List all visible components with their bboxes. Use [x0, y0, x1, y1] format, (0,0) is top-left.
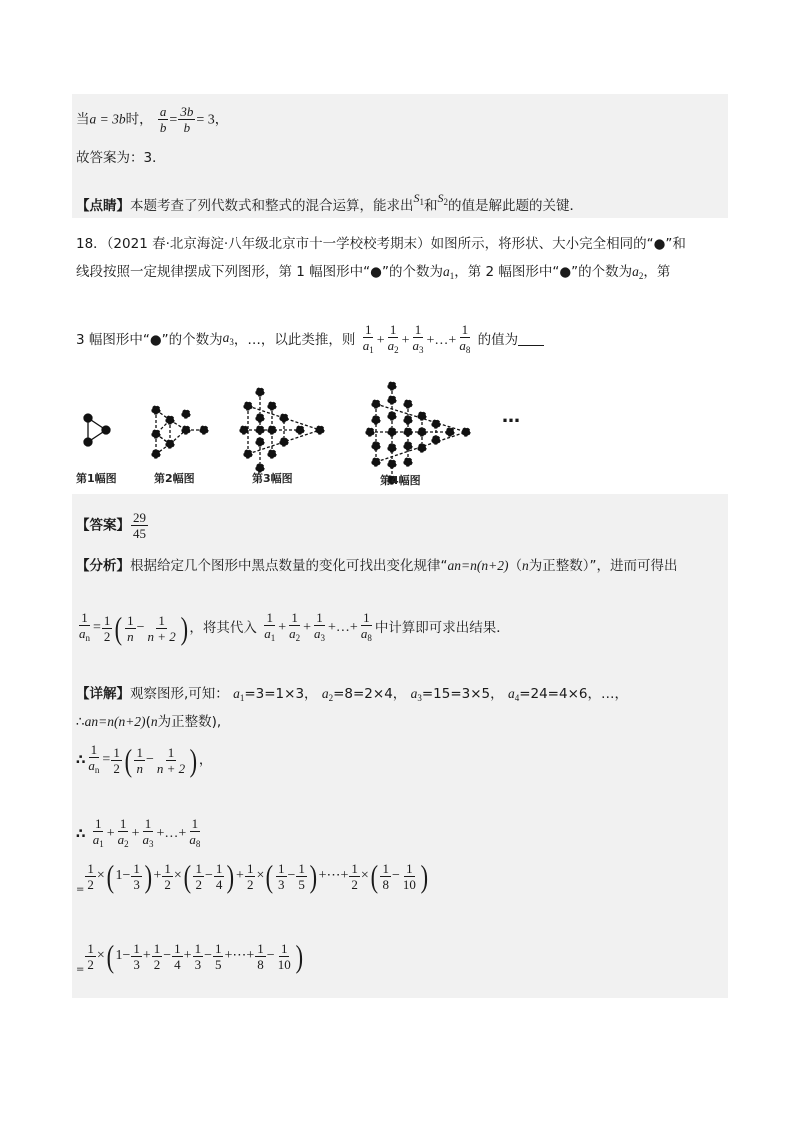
figure-4-dots	[366, 382, 470, 484]
condition-line: 当a = 3b时， $\frac{a}{b}$ = $\frac{3b}{b}$ = 3，	[76, 104, 229, 135]
answer-block: 【答案】 $\frac{29}{45}$	[76, 510, 146, 541]
detail-line-5: $_=$ $\frac{1}{2}$ ×( 1− $\frac{1}{3}$ ) + $\frac{1}{2}$ ×( $\frac{1}{2}$ − $\frac{1}{4}$ ) + $\frac{1}{2}$ ×( $\frac{1}{3}$ − $\frac{1}{5}$ ) +⋯+ $\frac{1}{2}$ ×( $\frac{1}{8}$ − $\frac{1}{10}$ )	[76, 858, 428, 895]
detail-line-2: ∴an=n(n+2)(n为正整数),	[76, 714, 222, 730]
figure-1-caption: 第1幅图	[76, 472, 117, 485]
analysis-line-2: $\frac{1}{a_n}$ = $\frac{1}{2}$ ( $\frac{1}{n}$ − $\frac{1}{n + 2}$ ) ，将其代入 $\frac{1}{a_1}$ + $\frac{1}{a_2}$ + $\frac{1}{a_3}$ +…+ $\frac{1}{a_8}$ 中计算即可求出结果．	[79, 610, 510, 646]
dot-pattern-figures	[70, 376, 550, 492]
question-18-line-2: 线段按照一定规律摆成下列图形，第 1 幅图形中“●”的个数为$a_1$，第 2 幅图形中“●”的个数为$a_2$，第	[76, 264, 671, 281]
detail-line-6: $_=$ $\frac{1}{2}$ ×( 1− $\frac{1}{3}$ + $\frac{1}{2}$ − $\frac{1}{4}$ + $\frac{1}{3}$ − $\frac{1}{5}$ +⋯+ $\frac{1}{8}$ − $\frac{1}{10}$ )	[76, 938, 303, 975]
detail-line-4: ∴ $\frac{1}{a_1}$ + $\frac{1}{a_2}$ + $\frac{1}{a_3}$ +…+ $\frac{1}{a_8}$	[76, 816, 201, 849]
question-18-line-3: 3 幅图形中“●”的个数为$a_3$，…，以此类推，则 $\frac{1}{a_1}$ + $\frac{1}{a_2}$ + $\frac{1}{a_3}$ +…+ $\frac{1}{a_8}$ 的值为	[76, 322, 544, 358]
fraction-a-over-b: $\frac{a}{b}$	[159, 104, 167, 135]
question-18-line-1: 18．（2021 春·北京海淀·八年级北京市十一学校校考期末）如图所示，将形状、大小完全相同的“●”和	[76, 236, 686, 252]
answer-line: 故答案为：3．	[76, 150, 166, 166]
figure-svg	[70, 376, 550, 492]
answer-blank	[518, 331, 544, 346]
detail-line-1: 【详解】观察图形,可知： $a_1=3=1\times 3$， $a_2=8=2\times 4$， $a_3=15=3\times 5$， $a_4=24=4\times 6$，…，	[76, 686, 628, 703]
sum-expression: $\frac{1}{a_1}$ + $\frac{1}{a_2}$ + $\frac{1}{a_3}$ +…+ $\frac{1}{a_8}$	[362, 322, 471, 355]
answer-fraction: $\frac{29}{45}$	[133, 510, 146, 541]
analysis-line-1: 【分析】根据给定几个图形中黑点数量的变化可找出变化规律“an=n(n+2)（n为正整数）”，进而可得出	[76, 558, 678, 574]
detail-line-3: ∴ $\frac{1}{a_n}$ = $\frac{1}{2}$ ( $\frac{1}{n}$ − $\frac{1}{n + 2}$ ) ，	[76, 742, 213, 778]
comment-line: 【点睛】本题考查了列代数式和整式的混合运算，能求出$S_1$和$S_2$的值是解此题的关键．	[76, 191, 583, 214]
figure-2-caption: 第2幅图	[154, 472, 195, 485]
figure-4-caption: 第4幅图	[380, 474, 421, 487]
figure-1-dots	[84, 414, 110, 446]
figure-2-dots	[152, 406, 208, 458]
figures-ellipsis: …	[502, 406, 520, 427]
figure-3-dots	[240, 388, 324, 472]
fraction-3b-over-b: $\frac{3b}{b}$	[180, 104, 194, 135]
figure-3-caption: 第3幅图	[252, 472, 293, 485]
